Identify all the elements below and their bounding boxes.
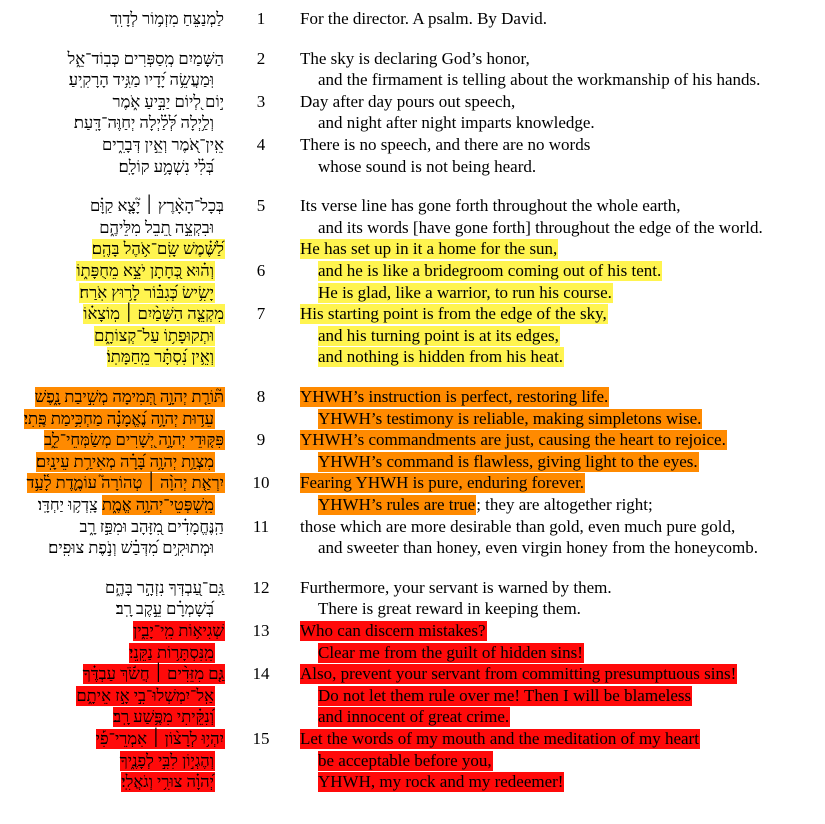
verse-number: 11 xyxy=(252,516,270,536)
hebrew-text xyxy=(90,195,225,217)
english-highlight: YHWH’s command is flawless, giving light to the eyes. xyxy=(318,451,698,471)
hebrew-highlight: אֵֽין־אֹ֭מֶר וְאֵ֣ין דְּבָרִ֑ים xyxy=(101,135,224,154)
verse-line xyxy=(0,750,825,772)
verse-number: 14 xyxy=(252,664,270,684)
verse-number: 8 xyxy=(256,387,266,406)
hebrew-highlight: וְלַ֥יְלָה לְּ֝לַ֗יְלָה יְחַוֶּה־דָּֽעַת׃ xyxy=(73,113,214,133)
hebrew-text xyxy=(24,408,215,430)
hebrew-text xyxy=(74,112,215,134)
hebrew-text xyxy=(76,260,215,282)
verse-line xyxy=(0,472,825,494)
english-highlight: and innocent of great crime. xyxy=(318,707,510,727)
hebrew-highlight: הַשָּׁמַיִם מְֽסַפְּרִים כְּבֽוֹד־אֵ֑ל xyxy=(67,48,224,68)
verse-number: 2 xyxy=(256,48,266,68)
verse-number: 12 xyxy=(252,577,270,597)
verse-line xyxy=(0,771,825,793)
english-highlight: and sweeter than honey, even virgin honey from the honeycomb. xyxy=(318,538,758,558)
hebrew-highlight: בְּכָל־הָאָ֨רֶץ ׀ יָ֘צָ֤א קַוָּ֗ם xyxy=(89,196,224,216)
verse-line xyxy=(0,112,825,134)
english-text xyxy=(318,494,653,516)
english-highlight: whose sound is not being heard. xyxy=(318,156,537,176)
english-highlight: be acceptable before you, xyxy=(318,750,492,770)
hebrew-text xyxy=(110,8,225,30)
hebrew-text xyxy=(83,663,225,685)
english-highlight: and night after night imparts knowledge. xyxy=(318,113,595,133)
hebrew-text xyxy=(79,282,215,304)
verse-number: 7 xyxy=(256,304,266,324)
english-text xyxy=(318,260,662,282)
english-highlight: YHWH’s instruction is perfect, restoring life. xyxy=(300,387,609,406)
hebrew-text xyxy=(107,346,215,368)
verse-line xyxy=(0,663,825,685)
hebrew-highlight: וְ֝נִקֵּ֗יתִי מִפֶּ֥שַׁע רָֽב׃ xyxy=(113,707,214,727)
hebrew-highlight: יִרְאַ֤ת יְהוָ֨ה ׀ טְהוֹרָה֮ עוֹמֶ֪דֶת לָ֫עַ֥ד xyxy=(26,473,224,493)
english-text xyxy=(300,48,531,70)
english-text xyxy=(318,451,699,473)
english-text xyxy=(318,112,596,134)
english-text xyxy=(318,598,582,620)
english-text xyxy=(300,663,737,685)
hebrew-highlight: וּֽמַעֲשֵׂ֥ה יָ֝דָיו מַגִּ֥יד הָרָקִֽיעַ׃ xyxy=(68,70,214,90)
english-highlight: He is glad, like a warrior, to run his course. xyxy=(318,282,612,302)
hebrew-highlight: אַֽל־יִמְשְׁלוּ־בִ֣י אָ֣ז אֵיתָ֑ם xyxy=(76,685,214,705)
english-text xyxy=(318,750,493,772)
hebrew-highlight: תּ֘וֹרַ֤ת יְהוָ֣ה תְּ֭מִימָה מְשִׁ֣יבַת נָ֑פֶשׁ xyxy=(34,387,224,406)
hebrew-highlight: לַ֝שֶּׁ֗מֶשׁ שָֽׂם־אֹ֥הֶל בָּהֶֽם׃ xyxy=(91,239,224,259)
english-text-rest: ; they are altogether right; xyxy=(476,495,653,514)
hebrew-text xyxy=(44,429,225,451)
english-text xyxy=(300,516,736,538)
verse-line xyxy=(0,494,825,516)
hebrew-highlight: עֵד֥וּת יְהוָ֥ה נֶ֝אֱמָנָ֗ה מַחְכִּ֥ימַת פֶּֽתִי׃ xyxy=(23,408,214,428)
verse-number: 9 xyxy=(256,430,266,450)
english-highlight: The sky is declaring God’s honor, xyxy=(300,48,530,68)
english-highlight: and his turning point is at its edges, xyxy=(318,325,559,345)
english-highlight: and its words [have gone forth] throughout the edge of the world. xyxy=(318,217,763,237)
hebrew-text xyxy=(83,303,225,325)
hebrew-text xyxy=(121,771,215,793)
english-text xyxy=(300,8,548,30)
english-highlight: Let the words of my mouth and the meditation of my heart xyxy=(300,729,699,748)
hebrew-highlight: לַמְנַצֵּחַ מִזְמ֥וֹר לְדָוִֽד xyxy=(110,9,224,28)
hebrew-text xyxy=(35,386,225,408)
hebrew-text xyxy=(102,134,225,156)
hebrew-text xyxy=(38,494,215,516)
hebrew-highlight: יְ֝הוָ֗ה צוּרִ֥י וְגֹאֲלִֽי׃ xyxy=(121,772,214,792)
english-text xyxy=(300,577,613,599)
verse-line xyxy=(0,91,825,113)
verse-number: 6 xyxy=(256,261,266,280)
hebrew-text xyxy=(69,69,215,91)
english-text xyxy=(300,91,516,113)
english-text xyxy=(318,771,564,793)
english-highlight: and the firmament is telling about the workmanship of his hands. xyxy=(318,70,761,90)
english-highlight: and nothing is hidden from his heat. xyxy=(318,347,564,367)
english-highlight: YHWH’s testimony is reliable, making simpletons wise. xyxy=(318,408,702,428)
hebrew-highlight: יָשִׂ֥ישׂ כְּ֝גִבּ֗וֹר לָר֥וּץ אֹֽרַח׃ xyxy=(79,282,214,302)
verse-number: 1 xyxy=(256,9,266,28)
english-highlight: and he is like a bridegroom coming out of his tent. xyxy=(318,261,662,280)
hebrew-highlight: מִקְצֵ֤ה הַשָּׁמַ֨יִם ׀ מֽוֹצָא֗וֹ xyxy=(83,304,224,324)
verse-number: 3 xyxy=(256,91,266,111)
english-highlight: Do not let them rule over me! Then I will be blameless xyxy=(318,685,692,705)
verse-line xyxy=(0,598,825,620)
english-text xyxy=(318,69,761,91)
verse-line xyxy=(0,516,825,538)
english-highlight: Day after day pours out speech, xyxy=(300,91,516,111)
english-text xyxy=(318,282,613,304)
verse-number: 5 xyxy=(256,196,266,216)
verse-line xyxy=(0,429,825,451)
hebrew-text xyxy=(76,685,215,707)
hebrew-highlight: שְׁגִיא֥וֹת מִֽי־יָבִ֑ין xyxy=(133,621,224,640)
english-highlight: YHWH’s rules are true xyxy=(318,495,476,514)
verse-line xyxy=(0,134,825,156)
verse-line xyxy=(0,728,825,750)
hebrew-text xyxy=(80,516,225,538)
english-text xyxy=(318,706,510,728)
hebrew-highlight: יִהְי֥וּ לְרָצ֨וֹן ׀ אִמְרֵי־פִ֡י xyxy=(95,729,224,748)
english-highlight: Its verse line has gone forth throughout the whole earth, xyxy=(300,196,681,216)
english-text xyxy=(300,386,609,408)
english-highlight: those which are more desirable than gold, even much pure gold, xyxy=(300,516,736,536)
hebrew-text xyxy=(113,706,215,728)
english-text xyxy=(300,134,591,156)
hebrew-text xyxy=(92,238,225,260)
english-text xyxy=(318,346,564,368)
hebrew-text xyxy=(120,750,215,772)
verse-line xyxy=(0,303,825,325)
hebrew-highlight: מִֽשְׁפְּטֵי־יְהוָ֥ה אֱמֶ֑ת xyxy=(101,495,214,514)
hebrew-highlight: י֣וֹם לְ֭יוֹם יַבִּ֣יעַ אֹ֑מֶר xyxy=(112,91,224,111)
verse-number: 4 xyxy=(256,135,266,154)
verse-line xyxy=(0,408,825,430)
hebrew-highlight: וּתְקוּפָת֥וֹ עַל־קְצוֹתָ֑ם xyxy=(94,325,214,345)
english-highlight: Fearing YHWH is pure, enduring forever. xyxy=(300,473,585,493)
verse-number: 15 xyxy=(252,729,270,748)
english-highlight: YHWH’s commandments are just, causing the heart to rejoice. xyxy=(300,430,726,450)
english-text xyxy=(318,685,692,707)
english-text xyxy=(300,303,608,325)
english-text xyxy=(300,238,558,260)
hebrew-highlight: וּמְתוּקִ֥ים מִ֝דְּבַ֗שׁ וְנֹ֣פֶת צוּפִֽים׃ xyxy=(48,538,214,558)
hebrew-text xyxy=(48,537,215,559)
hebrew-text xyxy=(27,472,225,494)
verse-line xyxy=(0,69,825,91)
verse-line xyxy=(0,386,825,408)
hebrew-text xyxy=(96,728,225,750)
hebrew-highlight: הַֽנֶּחֱמָדִ֗ים מִ֭זָּהָב וּמִפַּ֣ז רָ֑ב xyxy=(79,516,224,536)
verse-number: 10 xyxy=(252,473,270,493)
hebrew-text xyxy=(36,451,215,473)
hebrew-highlight: גַּ֤ם מִזֵּדִ֨ים ׀ חֲשֹׂ֬ךְ עַבְדֶּ֗ךָ xyxy=(82,664,224,684)
verse-line xyxy=(0,685,825,707)
verse-line xyxy=(0,195,825,217)
hebrew-text xyxy=(133,620,225,642)
english-highlight: Who can discern mistakes? xyxy=(300,621,486,640)
hebrew-text xyxy=(105,577,225,599)
hebrew-text xyxy=(68,48,225,70)
english-text xyxy=(318,217,764,239)
english-highlight: There is great reward in keeping them. xyxy=(318,599,581,619)
hebrew-text xyxy=(94,325,215,347)
verse-line xyxy=(0,577,825,599)
hebrew-text xyxy=(99,217,215,239)
english-text xyxy=(300,620,487,642)
verse-line xyxy=(0,642,825,664)
hebrew-highlight: וְהֶגְי֣וֹן לִבִּ֣י לְפָנֶ֑יךָ xyxy=(119,750,214,770)
verse-line xyxy=(0,8,825,30)
english-highlight: Also, prevent your servant from committing presumptuous sins! xyxy=(300,664,737,684)
english-highlight: Furthermore, your servant is warned by them. xyxy=(300,577,612,597)
english-text xyxy=(300,429,727,451)
hebrew-highlight: וּבִקְצֵ֣ה תֵ֭בֵל מִלֵּיהֶ֑ם xyxy=(99,217,214,237)
hebrew-text-rest: צָֽדְק֥וּ יַחְדָּֽו׃ xyxy=(37,495,102,514)
hebrew-highlight: מִצְוַ֥ת יְהוָ֥ה בָּ֝רָ֗ה מְאִירַ֥ת עֵינָֽיִם׃ xyxy=(35,451,214,471)
verse-line xyxy=(0,346,825,368)
english-text xyxy=(300,728,700,750)
english-highlight: YHWH, my rock and my redeemer! xyxy=(318,772,564,792)
hebrew-highlight: וְאֵ֥ין נִ֝סְתָּ֗ר מֵֽחַמָּתֽוֹ׃ xyxy=(106,347,214,367)
hebrew-highlight: בְּ֝שָׁמְרָ֗ם עֵ֣קֶב רָֽב׃ xyxy=(115,599,214,619)
english-highlight: For the director. A psalm. By David. xyxy=(300,9,547,28)
verse-line xyxy=(0,325,825,347)
english-highlight: He has set up in it a home for the sun, xyxy=(300,239,558,259)
english-text xyxy=(318,408,702,430)
hebrew-highlight: וְה֗וּא כְּ֭חָתָן יֹצֵ֣א מֵחֻפָּת֑וֹ xyxy=(76,261,214,280)
hebrew-highlight: בְּ֝לִ֗י נִשְׁמָ֥ע קוֹלָֽם׃ xyxy=(118,156,214,176)
english-text xyxy=(318,537,759,559)
english-highlight: His starting point is from the edge of the sky, xyxy=(300,304,607,324)
hebrew-highlight: גַּֽם־עַ֭בְדְּךָ נִזְהָ֣ר בָּהֶ֑ם xyxy=(105,577,224,597)
verse-line xyxy=(0,706,825,728)
verse-number: 13 xyxy=(252,621,270,640)
verse-line xyxy=(0,537,825,559)
english-text xyxy=(318,642,584,664)
english-text xyxy=(300,472,585,494)
verse-line xyxy=(0,451,825,473)
verse-line xyxy=(0,156,825,178)
hebrew-text xyxy=(112,91,225,113)
verse-line xyxy=(0,48,825,70)
english-text xyxy=(300,195,682,217)
english-highlight: There is no speech, and there are no words xyxy=(300,135,591,154)
hebrew-highlight: מִֽנִּסְתָּר֥וֹת נַקֵּֽנִי׃ xyxy=(129,642,214,662)
english-text xyxy=(318,156,537,178)
verse-line xyxy=(0,260,825,282)
hebrew-text xyxy=(119,156,215,178)
english-text xyxy=(318,325,560,347)
verse-line xyxy=(0,282,825,304)
hebrew-text xyxy=(129,642,215,664)
verse-line xyxy=(0,238,825,260)
hebrew-text xyxy=(116,598,215,620)
verse-line xyxy=(0,217,825,239)
english-highlight: Clear me from the guilt of hidden sins! xyxy=(318,642,583,662)
hebrew-highlight: פִּקּ֤וּדֵי יְהוָ֣ה יְ֭שָׁרִים מְשַׂמְּחֵי־לֵ֑ב xyxy=(44,430,224,450)
verse-line xyxy=(0,620,825,642)
